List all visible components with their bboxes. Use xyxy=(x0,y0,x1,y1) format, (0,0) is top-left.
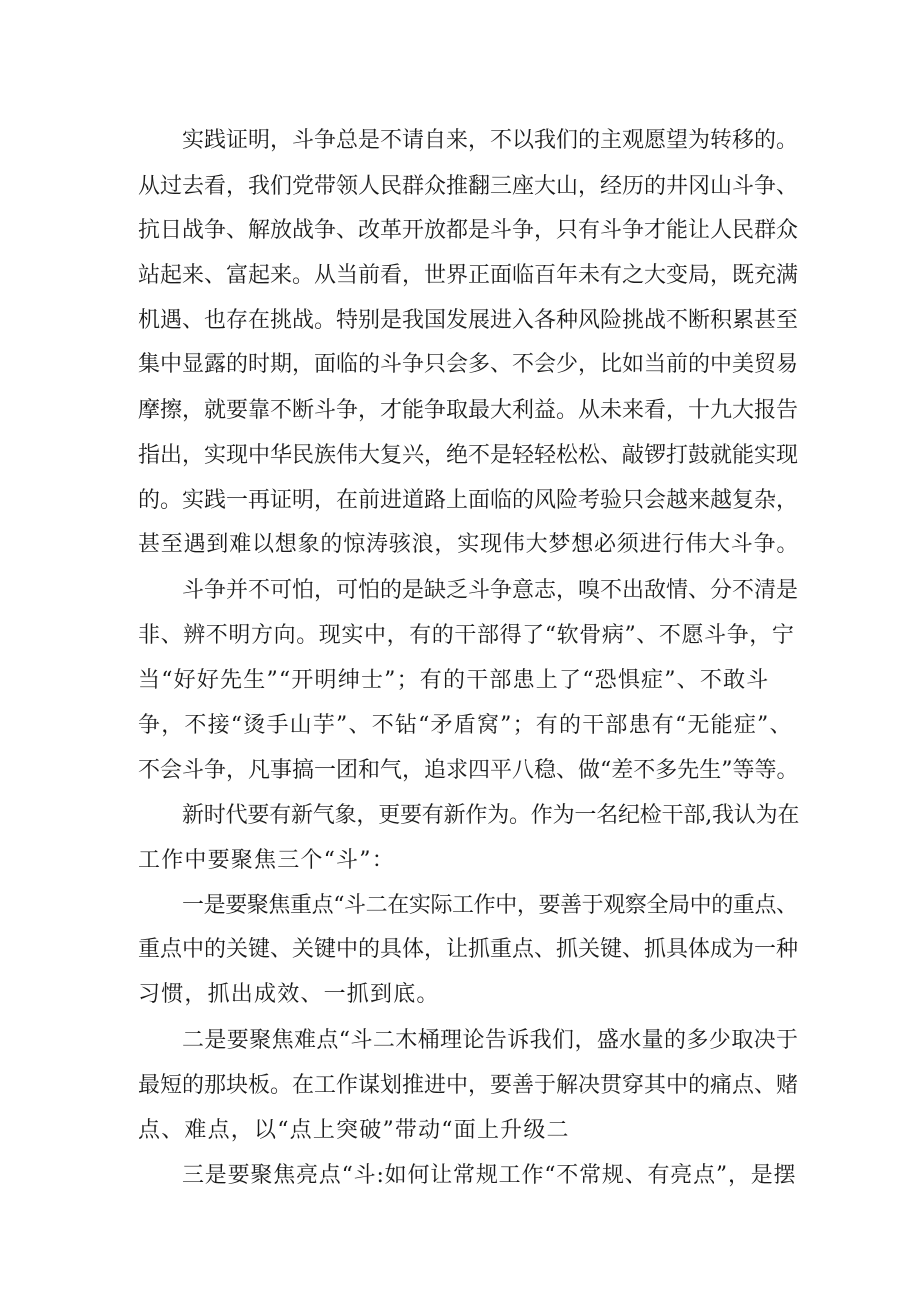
text-line: 非、辨不明方向。现实中，有的干部得了“软骨病”、不愿斗争，宁 xyxy=(138,623,795,648)
text-line: 二是要聚焦难点“斗二木桶理论告诉我们，盛水量的多少取决于 xyxy=(182,1028,799,1053)
text-line: 点、难点，以“点上突破”带动“面上升级二 xyxy=(138,1118,570,1143)
text-line: 新时代要有新气象，更要有新作为。作为一名纪检干部,我认为在 xyxy=(182,803,800,828)
text-line: 甚至遇到难以想象的惊涛骇浪，实现伟大梦想必须进行伟大斗争。 xyxy=(138,532,800,557)
text-line: 指出，实现中华民族伟大复兴，绝不是轻轻松松、敲锣打鼓就能实现 xyxy=(138,443,799,468)
text-line: 最短的那块板。在工作谋划推进中，要善于解决贯穿其中的痛点、赌 xyxy=(138,1073,799,1098)
text-line: 抗日战争、解放战争、改革开放都是斗争，只有斗争才能让人民群众 xyxy=(138,218,799,243)
text-line: 当“好好先生”“开明绅士”；有的干部患上了“恐惧症”、不敢斗 xyxy=(138,668,770,693)
text-line: 三是要聚焦亮点“斗:如何让常规工作“不常规、有亮点”，是摆 xyxy=(182,1163,797,1188)
text-line: 不会斗争，凡事搞一团和气，追求四平八稳、做“差不多先生”等等。 xyxy=(138,758,799,783)
text-line: 集中显露的时期，面临的斗争只会多、不会少，比如当前的中美贸易 xyxy=(138,352,799,377)
text-line: 工作中要聚焦三个“斗”： xyxy=(138,848,395,873)
text-line: 机遇、也存在挑战。特别是我国发展进入各种风险挑战不断积累甚至 xyxy=(138,308,799,333)
text-line: 争，不接“烫手山芋”、不钻“矛盾窝”；有的干部患有“无能症”、 xyxy=(138,713,793,738)
text-line: 斗争并不可怕，可怕的是缺乏斗争意志，嗅不出敌情、分不清是 xyxy=(182,578,799,603)
text-line: 的。实践一再证明，在前进道路上面临的风险考验只会越来越复杂， xyxy=(138,488,799,513)
text-line: 重点中的关键、关键中的具体，让抓重点、抓关键、抓具体成为一种 xyxy=(138,937,799,962)
text-line: 习惯，抓出成效、一抓到底。 xyxy=(138,982,440,1007)
text-line: 一是要聚焦重点“斗二在实际工作中，要善于观察全局中的重点、 xyxy=(182,893,798,918)
text-line: 站起来、富起来。从当前看，世界正面临百年未有之大变局，既充满 xyxy=(138,263,799,288)
text-line: 摩擦，就要靠不断斗争，才能争取最大利益。从未来看，十九大报告 xyxy=(138,398,799,423)
text-line: 实践证明，斗争总是不请自来，不以我们的主观愿望为转移的。 xyxy=(182,128,799,153)
text-line: 从过去看，我们党带领人民群众推翻三座大山，经历的井冈山斗争、 xyxy=(138,174,799,199)
